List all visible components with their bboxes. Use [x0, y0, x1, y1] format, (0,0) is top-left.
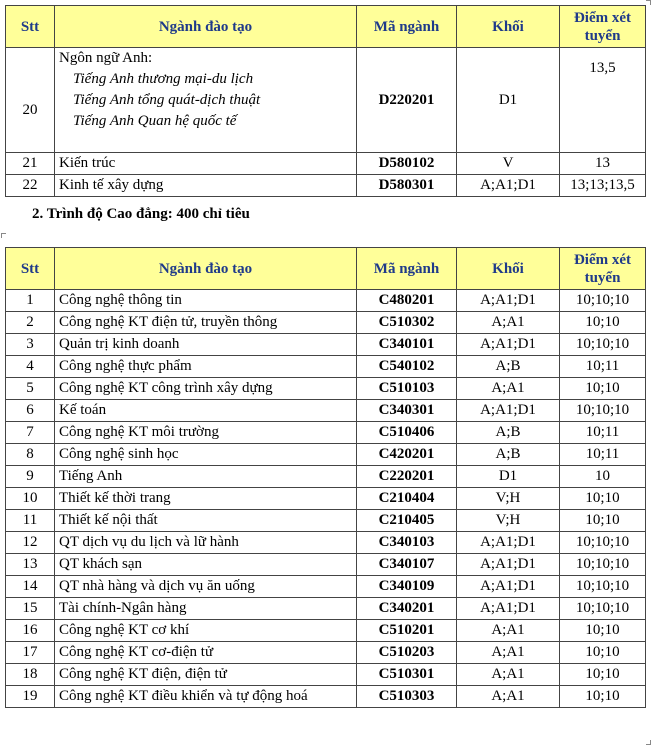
table-header-row	[6, 6, 646, 48]
row-stt: 12	[6, 532, 55, 554]
row-score: 10;10	[560, 620, 646, 642]
header-score-line1: Điểm xét	[573, 251, 632, 268]
row-major: Công nghệ KT cơ-điện tử	[55, 642, 357, 664]
row-major: Công nghệ sinh học	[55, 444, 357, 466]
header-score	[560, 6, 646, 48]
row-major: Tiếng Anh	[55, 466, 357, 488]
row-block: V;H	[457, 488, 560, 510]
row-code: C480201	[357, 290, 457, 312]
header-code: Mã ngành	[357, 6, 457, 48]
table-row	[6, 488, 646, 510]
header-score-line1: Điểm xét	[573, 9, 632, 26]
row-block: A;A1	[457, 664, 560, 686]
row-major: QT nhà hàng và dịch vụ ăn uống	[55, 576, 357, 598]
row-score: 10;10;10	[560, 532, 646, 554]
table-row	[6, 532, 646, 554]
row-major: Công nghệ KT môi trường	[55, 422, 357, 444]
table-row	[6, 334, 646, 356]
row-block: V	[457, 153, 560, 175]
row-stt: 19	[6, 686, 55, 708]
row-code: C510303	[357, 686, 457, 708]
row-stt: 3	[6, 334, 55, 356]
major-sub-2: Tiếng Anh tổng quát-dịch thuật	[73, 92, 261, 108]
major-main: Ngôn ngữ Anh:	[59, 50, 153, 66]
row-stt: 4	[6, 356, 55, 378]
row-code: C510103	[357, 378, 457, 400]
university-majors-table	[5, 5, 646, 197]
row-block: A;A1;D1	[457, 400, 560, 422]
row-code: C340109	[357, 576, 457, 598]
row-block: A;A1	[457, 686, 560, 708]
row-score: 10;10	[560, 488, 646, 510]
table-row	[6, 175, 646, 197]
row-block: A;A1;D1	[457, 554, 560, 576]
row-stt: 1	[6, 290, 55, 312]
row-stt: 13	[6, 554, 55, 576]
table-row	[6, 48, 646, 153]
header-score-line2: tuyển	[584, 27, 621, 44]
row-major	[55, 48, 357, 153]
row-block: A;A1;D1	[457, 598, 560, 620]
header-major: Ngành đào tạo	[55, 6, 357, 48]
row-block: A;A1;D1	[457, 290, 560, 312]
row-code: D580102	[357, 153, 457, 175]
header-block: Khối	[457, 6, 560, 48]
row-block: A;B	[457, 444, 560, 466]
row-major: Kinh tế xây dựng	[55, 175, 357, 197]
row-code: D220201	[357, 48, 457, 153]
row-block: D1	[457, 48, 560, 153]
row-major: Công nghệ thông tin	[55, 290, 357, 312]
header-stt: Stt	[6, 6, 55, 48]
table-row	[6, 290, 646, 312]
row-score: 10;10;10	[560, 576, 646, 598]
table-row	[6, 422, 646, 444]
header-code: Mã ngành	[357, 248, 457, 290]
row-major: Thiết kế nội thất	[55, 510, 357, 532]
row-stt: 14	[6, 576, 55, 598]
row-score: 13	[560, 153, 646, 175]
table-row	[6, 378, 646, 400]
table-row	[6, 598, 646, 620]
section-heading: 2. Trình độ Cao đẳng: 400 chỉ tiêu	[32, 206, 250, 222]
row-block: A;A1	[457, 642, 560, 664]
row-code: C510201	[357, 620, 457, 642]
row-block: A;A1	[457, 620, 560, 642]
row-code: C510301	[357, 664, 457, 686]
row-stt: 8	[6, 444, 55, 466]
header-stt: Stt	[6, 248, 55, 290]
table-row	[6, 620, 646, 642]
row-major: QT khách sạn	[55, 554, 357, 576]
row-stt: 18	[6, 664, 55, 686]
row-score: 10;10	[560, 642, 646, 664]
row-major: Kế toán	[55, 400, 357, 422]
row-code: C210404	[357, 488, 457, 510]
college-table-body	[6, 290, 646, 708]
row-major: Quản trị kinh doanh	[55, 334, 357, 356]
page-corner-mark	[646, 740, 651, 745]
row-stt: 6	[6, 400, 55, 422]
row-block: A;A1	[457, 312, 560, 334]
row-code: C340201	[357, 598, 457, 620]
row-code: C220201	[357, 466, 457, 488]
row-major: Công nghệ KT công trình xây dựng	[55, 378, 357, 400]
row-major: Tài chính-Ngân hàng	[55, 598, 357, 620]
row-major: Công nghệ KT cơ khí	[55, 620, 357, 642]
row-block: A;A1;D1	[457, 576, 560, 598]
row-score: 10;11	[560, 356, 646, 378]
row-score: 10;10;10	[560, 290, 646, 312]
row-block: A;A1;D1	[457, 334, 560, 356]
row-code: C340103	[357, 532, 457, 554]
header-score-line2: tuyển	[584, 269, 621, 286]
page-corner-mark	[646, 0, 651, 5]
row-block: A;A1	[457, 378, 560, 400]
row-stt: 15	[6, 598, 55, 620]
row-score: 10;10;10	[560, 554, 646, 576]
header-block: Khối	[457, 248, 560, 290]
table-row	[6, 312, 646, 334]
row-code: C340107	[357, 554, 457, 576]
row-score: 10;10	[560, 686, 646, 708]
row-score: 13;13;13,5	[560, 175, 646, 197]
row-block: D1	[457, 466, 560, 488]
table-row	[6, 642, 646, 664]
major-sub-3: Tiếng Anh Quan hệ quốc tế	[73, 113, 237, 129]
row-stt: 7	[6, 422, 55, 444]
row-major: Kiến trúc	[55, 153, 357, 175]
row-code: C420201	[357, 444, 457, 466]
row-score: 10;11	[560, 422, 646, 444]
row-major: QT dịch vụ du lịch và lữ hành	[55, 532, 357, 554]
row-score: 10;10	[560, 378, 646, 400]
row-block: A;A1;D1	[457, 532, 560, 554]
row-score: 13,5	[560, 48, 646, 153]
row-major: Công nghệ KT điều khiển và tự động hoá	[55, 686, 357, 708]
row-score: 10	[560, 466, 646, 488]
row-stt: 11	[6, 510, 55, 532]
row-code: C540102	[357, 356, 457, 378]
major-sub-1: Tiếng Anh thương mại-du lịch	[73, 71, 254, 87]
table-row	[6, 664, 646, 686]
header-major: Ngành đào tạo	[55, 248, 357, 290]
row-code: C340301	[357, 400, 457, 422]
header-score	[560, 248, 646, 290]
table-row	[6, 153, 646, 175]
row-major: Công nghệ KT điện, điện tử	[55, 664, 357, 686]
row-score: 10;10;10	[560, 400, 646, 422]
row-block: A;A1;D1	[457, 175, 560, 197]
row-code: D580301	[357, 175, 457, 197]
row-stt: 21	[6, 153, 55, 175]
row-score: 10;10	[560, 510, 646, 532]
row-score: 10;10;10	[560, 598, 646, 620]
row-major: Công nghệ thực phẩm	[55, 356, 357, 378]
paragraph-mark	[1, 233, 6, 238]
row-code: C210405	[357, 510, 457, 532]
row-score: 10;10;10	[560, 334, 646, 356]
row-code: C340101	[357, 334, 457, 356]
table-row	[6, 686, 646, 708]
row-block: A;B	[457, 422, 560, 444]
row-stt: 17	[6, 642, 55, 664]
row-major: Công nghệ KT điện tử, truyền thông	[55, 312, 357, 334]
table-row	[6, 444, 646, 466]
row-score: 10;11	[560, 444, 646, 466]
row-stt: 9	[6, 466, 55, 488]
table-row	[6, 356, 646, 378]
college-majors-table	[5, 247, 646, 708]
row-code: C510302	[357, 312, 457, 334]
row-stt: 5	[6, 378, 55, 400]
row-stt: 16	[6, 620, 55, 642]
row-stt: 20	[6, 48, 55, 153]
row-stt: 2	[6, 312, 55, 334]
table-row	[6, 510, 646, 532]
row-code: C510406	[357, 422, 457, 444]
row-block: A;B	[457, 356, 560, 378]
row-block: V;H	[457, 510, 560, 532]
table-header-row	[6, 248, 646, 290]
row-stt: 10	[6, 488, 55, 510]
table-row	[6, 576, 646, 598]
table-row	[6, 466, 646, 488]
row-score: 10;10	[560, 664, 646, 686]
table-row	[6, 400, 646, 422]
table-row	[6, 554, 646, 576]
row-major: Thiết kế thời trang	[55, 488, 357, 510]
row-code: C510203	[357, 642, 457, 664]
row-score: 10;10	[560, 312, 646, 334]
row-stt: 22	[6, 175, 55, 197]
